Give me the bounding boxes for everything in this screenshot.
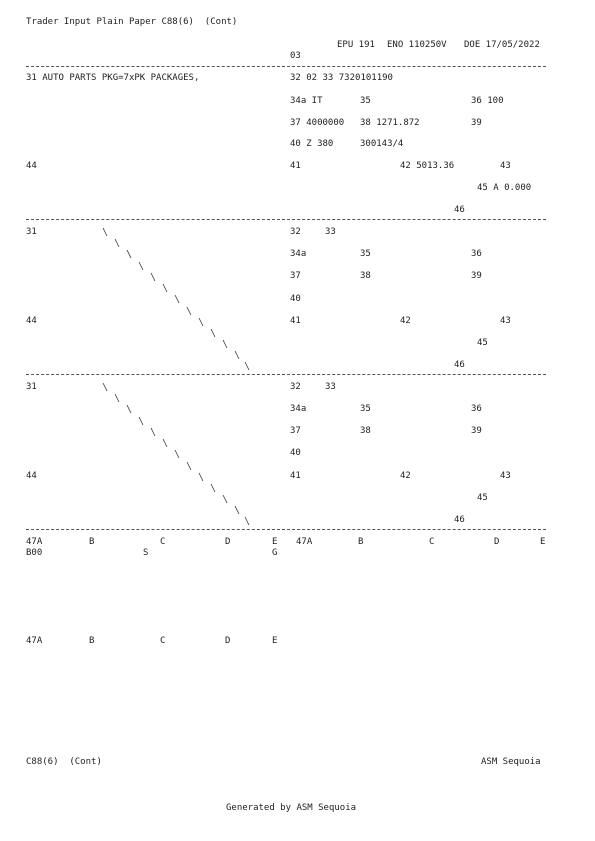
doe-field: DOE 17/05/2022 — [464, 40, 540, 50]
item1-box41: 41 — [290, 161, 301, 171]
item1-box39: 39 — [471, 118, 482, 128]
section-divider — [26, 66, 546, 67]
item3-box32: 32 — [290, 382, 301, 392]
item2-box34a: 34a — [290, 249, 307, 259]
section-divider — [26, 219, 546, 220]
form-title: Trader Input Plain Paper C88(6) (Cont) — [26, 17, 238, 27]
item2-box35: 35 — [360, 249, 371, 259]
item3-box45: 45 — [477, 493, 488, 503]
tax-lower-header-b: B — [89, 636, 95, 646]
item1-box36: 36 100 — [471, 96, 504, 106]
item1-box35: 35 — [360, 96, 371, 106]
item3-box33: 33 — [325, 382, 336, 392]
tax-left-header-e: E — [272, 537, 278, 547]
item3-box41: 41 — [290, 471, 301, 481]
section-divider — [26, 529, 546, 530]
item3-box44: 44 — [26, 471, 37, 481]
item1-box34a: 34a IT — [290, 96, 323, 106]
section-divider — [26, 374, 546, 375]
tax-left-row1-e: G — [272, 548, 278, 558]
item2-box42: 42 — [400, 316, 411, 326]
item2-box44: 44 — [26, 316, 37, 326]
item1-box31-description: 31 AUTO PARTS PKG=7xPK PACKAGES, — [26, 73, 200, 83]
item2-box36: 36 — [471, 249, 482, 259]
tax-right-header-d: D — [494, 537, 500, 547]
item2-box45: 45 — [477, 338, 488, 348]
item1-box40-ref: 300143/4 — [360, 139, 404, 149]
item2-box46: 46 — [454, 360, 465, 370]
item2-box43: 43 — [500, 316, 511, 326]
tax-left-row1-c: S — [143, 548, 149, 558]
tax-left-header-47a: 47A — [26, 537, 43, 547]
item3-box46: 46 — [454, 515, 465, 525]
item3-box42: 42 — [400, 471, 411, 481]
tax-left-header-b: B — [89, 537, 95, 547]
item3-box34a: 34a — [290, 404, 307, 414]
item3-box38: 38 — [360, 426, 371, 436]
item3-strikethrough-slashes — [100, 380, 255, 530]
eno-field: ENO 110250V — [387, 40, 447, 50]
item1-box40: 40 Z 380 — [290, 139, 334, 149]
item2-box40: 40 — [290, 294, 301, 304]
item3-box36: 36 — [471, 404, 482, 414]
item2-box33: 33 — [325, 227, 336, 237]
tax-lower-header-d: D — [225, 636, 231, 646]
tax-right-header-e: E — [540, 537, 546, 547]
tax-left-row1-type: B00 — [26, 548, 43, 558]
item1-box37: 37 4000000 — [290, 118, 345, 128]
item2-box31: 31 — [26, 227, 37, 237]
item2-box39: 39 — [471, 271, 482, 281]
item3-box31: 31 — [26, 382, 37, 392]
item2-box41: 41 — [290, 316, 301, 326]
item2-box37: 37 — [290, 271, 301, 281]
item1-box43: 43 — [500, 161, 511, 171]
epu-field: EPU 191 — [337, 40, 375, 50]
item1-box42: 42 5013.36 — [400, 161, 455, 171]
tax-left-header-c: C — [160, 537, 166, 547]
generated-by-note: Generated by ASM Sequoia — [226, 803, 357, 813]
item2-box38: 38 — [360, 271, 371, 281]
tax-right-header-b: B — [358, 537, 364, 547]
footer-form-label: C88(6) (Cont) — [26, 757, 102, 767]
item3-box37: 37 — [290, 426, 301, 436]
item1-box32-commodity: 32 02 33 7320101190 — [290, 73, 393, 83]
tax-lower-header-e: E — [272, 636, 278, 646]
tax-right-header-c: C — [429, 537, 435, 547]
item1-box38: 38 1271.872 — [360, 118, 420, 128]
item1-box46: 46 — [454, 205, 465, 215]
item3-box35: 35 — [360, 404, 371, 414]
item1-box44: 44 — [26, 161, 37, 171]
item2-box32: 32 — [290, 227, 301, 237]
box-03: 03 — [290, 51, 301, 61]
item3-box43: 43 — [500, 471, 511, 481]
tax-left-header-d: D — [225, 537, 231, 547]
item2-strikethrough-slashes — [100, 225, 255, 375]
item3-box40: 40 — [290, 448, 301, 458]
tax-lower-header-47a: 47A — [26, 636, 43, 646]
tax-right-header-47a: 47A — [296, 537, 313, 547]
item1-box45: 45 A 0.000 — [477, 183, 532, 193]
tax-lower-header-c: C — [160, 636, 166, 646]
footer-software: ASM Sequoia — [481, 757, 541, 767]
item3-box39: 39 — [471, 426, 482, 436]
